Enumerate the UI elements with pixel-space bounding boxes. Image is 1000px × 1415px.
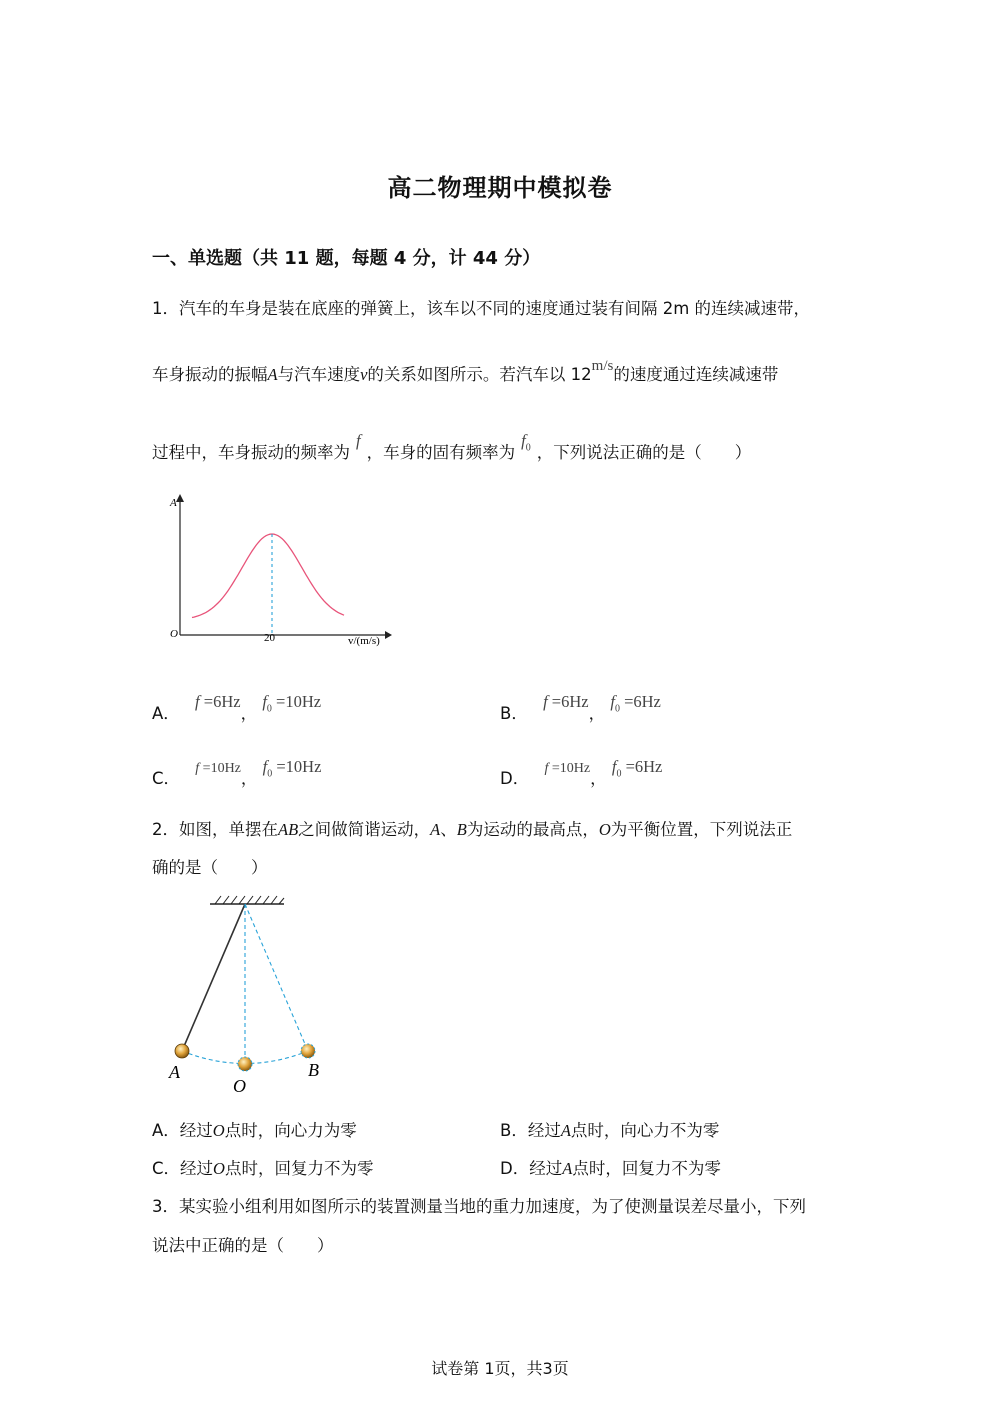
option-point: A bbox=[562, 1159, 573, 1178]
q1-line3-text-c: ，下列说法正确的是（ ） bbox=[536, 443, 752, 462]
option-f0-value bbox=[611, 757, 663, 780]
f0-value: =10Hz bbox=[276, 692, 322, 711]
option-comma: ， bbox=[240, 769, 258, 788]
f0-value: =10Hz bbox=[276, 757, 322, 776]
f0-letter: f bbox=[610, 692, 615, 711]
graph-origin-label: O bbox=[170, 628, 178, 640]
f-value: =6Hz bbox=[551, 692, 589, 711]
f0-value: =6Hz bbox=[625, 757, 663, 776]
f0-letter: f bbox=[262, 757, 268, 776]
q1-resonance-graph bbox=[160, 490, 400, 650]
option-prefix: C．经过 bbox=[152, 1159, 214, 1178]
q2-option-a[interactable] bbox=[152, 1117, 357, 1141]
f0-subscript: 0 bbox=[616, 768, 622, 780]
q1-line1: 1．汽车的车身是装在底座的弹簧上，该车以不同的速度通过装有间隔 2m 的连续减速带， bbox=[152, 299, 811, 318]
q1-line2-text-c: 的关系如图所示。若汽车以 12 bbox=[367, 365, 592, 384]
graph-y-arrow bbox=[176, 494, 184, 502]
ceiling-hatching bbox=[215, 896, 284, 904]
f-letter: f bbox=[544, 761, 549, 776]
graph-x-tick-20: 20 bbox=[264, 632, 275, 644]
q2-option-b[interactable] bbox=[500, 1117, 719, 1141]
option-comma: ， bbox=[588, 704, 606, 723]
f0-value: =6Hz bbox=[624, 692, 661, 711]
option-comma: ， bbox=[240, 704, 258, 723]
q2-text-c: 、 bbox=[440, 820, 457, 839]
option-f-value bbox=[185, 692, 241, 711]
option-point: O bbox=[212, 1121, 225, 1140]
option-point: A bbox=[560, 1121, 571, 1140]
q2-text-b: 之间做简谐运动， bbox=[298, 820, 431, 839]
q2-point-O: O bbox=[598, 820, 611, 839]
option-letter: A． bbox=[152, 704, 180, 723]
q2-point-B: B bbox=[456, 820, 467, 839]
label-B: B bbox=[308, 1060, 319, 1080]
f0-letter: f bbox=[262, 692, 267, 711]
q1-option-d[interactable] bbox=[500, 757, 663, 791]
option-comma: ， bbox=[590, 769, 607, 788]
q1-line2-text-d: 的速度通过连续减速带 bbox=[613, 365, 779, 384]
q2-point-A: A bbox=[430, 820, 441, 839]
q1-natural-frequency-symbol bbox=[515, 431, 537, 454]
option-text: 点时，回复力不为零 bbox=[224, 1159, 374, 1178]
option-prefix: B．经过 bbox=[500, 1121, 561, 1140]
option-f0-value bbox=[262, 757, 322, 780]
page-title: 高二物理期中模拟卷 bbox=[387, 174, 613, 202]
option-f-value bbox=[534, 761, 590, 776]
q2-segment-AB: AB bbox=[278, 820, 299, 839]
q3-line1: 3．某实验小组利用如图所示的装置测量当地的重力加速度，为了使测量误差尽量小，下列 bbox=[152, 1197, 806, 1216]
q1-amplitude-symbol: A bbox=[267, 365, 278, 384]
bob-at-O bbox=[238, 1057, 252, 1071]
q1-f0-letter: f bbox=[521, 431, 526, 450]
option-letter: C． bbox=[152, 769, 181, 788]
q2-option-d[interactable] bbox=[500, 1155, 721, 1179]
q1-line3-text-a: 过程中，车身振动的频率为 bbox=[152, 443, 350, 462]
bob-at-B bbox=[301, 1044, 315, 1058]
section-heading: 一、单选题（共 11 题，每题 4 分，计 44 分） bbox=[152, 248, 541, 269]
graph-y-label: A bbox=[170, 497, 177, 509]
f-value: =10Hz bbox=[551, 761, 591, 776]
f-letter: f bbox=[195, 761, 200, 776]
q1-option-a[interactable] bbox=[152, 692, 322, 726]
option-f-value bbox=[185, 761, 241, 776]
extreme-b-dashed-line bbox=[245, 904, 308, 1051]
option-f-value bbox=[533, 692, 589, 711]
label-A: A bbox=[169, 1062, 180, 1082]
option-letter: B． bbox=[500, 704, 528, 723]
graph-x-label: v/(m/s) bbox=[348, 635, 380, 647]
f-letter: f bbox=[195, 692, 200, 711]
q1-line2-text-b: 与汽车速度 bbox=[277, 365, 361, 384]
q1-frequency-symbol: f bbox=[356, 431, 361, 450]
f0-subscript: 0 bbox=[267, 768, 273, 780]
f-letter: f bbox=[543, 692, 548, 711]
option-f0-value bbox=[610, 692, 661, 715]
q2-text-d: 为运动的最高点， bbox=[466, 820, 599, 839]
q2-option-c[interactable] bbox=[152, 1155, 373, 1179]
option-letter: D． bbox=[500, 769, 530, 788]
q2-line1 bbox=[152, 817, 792, 843]
q2-line2: 确的是（ ） bbox=[152, 858, 268, 877]
q1-line2 bbox=[152, 358, 779, 389]
f0-subscript: 0 bbox=[266, 703, 272, 715]
pendulum-string bbox=[182, 904, 245, 1051]
f0-letter: f bbox=[611, 757, 617, 776]
q1-line3-text-b: ，车身的固有频率为 bbox=[366, 443, 516, 462]
graph-x-arrow bbox=[385, 631, 392, 639]
f0-subscript: 0 bbox=[614, 703, 620, 715]
option-text: 点时，回复力不为零 bbox=[572, 1159, 721, 1178]
q1-speed-unit: m/s bbox=[591, 358, 614, 374]
option-text: 点时，向心力不为零 bbox=[570, 1121, 720, 1140]
q1-line2-text-a: 车身振动的振幅 bbox=[152, 365, 268, 384]
q2-text-e: 为平衡位置，下列说法正 bbox=[610, 820, 793, 839]
label-O: O bbox=[233, 1076, 246, 1096]
q1-option-b[interactable] bbox=[500, 692, 661, 726]
resonance-curve bbox=[192, 534, 344, 618]
f-value: =6Hz bbox=[203, 692, 241, 711]
option-point: O bbox=[213, 1159, 225, 1178]
q1-f0-subscript: 0 bbox=[525, 442, 531, 454]
f-value: =10Hz bbox=[202, 761, 241, 776]
q2-pendulum-figure bbox=[160, 890, 340, 1100]
option-prefix: A．经过 bbox=[152, 1121, 213, 1140]
option-text: 点时，向心力为零 bbox=[224, 1121, 357, 1140]
option-prefix: D．经过 bbox=[500, 1159, 563, 1178]
page-footer: 试卷第 1页，共3页 bbox=[431, 1359, 569, 1378]
q2-text-a: 2．如图，单摆在 bbox=[152, 820, 278, 839]
q1-option-c[interactable] bbox=[152, 757, 322, 791]
option-f0-value bbox=[262, 692, 322, 715]
q1-speed-symbol: v bbox=[360, 365, 368, 384]
bob-at-A bbox=[175, 1044, 189, 1058]
q1-line3 bbox=[152, 431, 752, 473]
q3-line2: 说法中正确的是（ ） bbox=[152, 1236, 334, 1255]
